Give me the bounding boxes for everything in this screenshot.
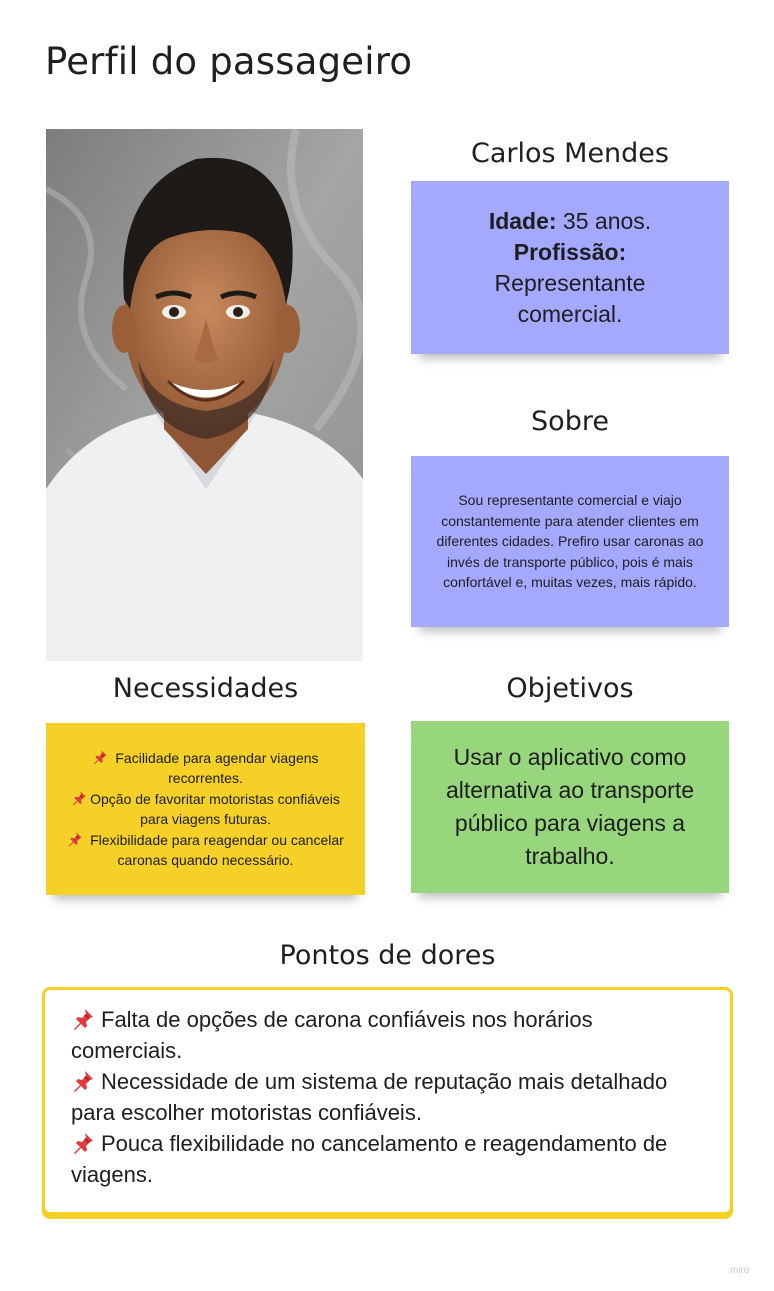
pain-point-item: Falta de opções de carona confiáveis nos horários comerciais.	[71, 1007, 593, 1063]
pushpin-icon	[71, 790, 87, 806]
page-title: Perfil do passageiro	[45, 40, 413, 83]
needs-note[interactable]	[46, 723, 365, 895]
pushpin-icon	[71, 1007, 95, 1031]
pain-points-card[interactable]	[42, 987, 733, 1215]
pain-point-item: Pouca flexibilidade no cancelamento e reagendamento de viagens.	[71, 1131, 668, 1187]
miro-logo: miro	[730, 1265, 750, 1276]
persona-name: Carlos Mendes	[470, 138, 669, 169]
profession-value-line1: Representante	[494, 269, 646, 296]
age-value: 35 anos.	[556, 207, 652, 234]
pushpin-icon	[92, 749, 108, 765]
profession-value-line2: comercial.	[517, 300, 623, 327]
age-label: Idade:	[488, 207, 557, 234]
pushpin-icon	[71, 1069, 95, 1093]
goals-heading: Objetivos	[506, 673, 634, 704]
pain-point-item: Necessidade de um sistema de reputação mais detalhado para escolher motoristas confiáveis.	[71, 1069, 668, 1125]
needs-item: Facilidade para agendar viagens recorrentes.	[64, 748, 347, 789]
needs-item: Opção de favoritar motoristas confiáveis para viagens futuras.	[64, 789, 347, 830]
about-note[interactable]	[411, 456, 729, 627]
identity-note[interactable]	[411, 181, 729, 354]
about-text: Sou representante comercial e viajo constantemente para atender clientes em diferentes cidades. Prefiro usar caronas ao invés de transporte público, pois é mais confortável e, muitas vezes, mais rápido.	[436, 492, 704, 591]
pain-points-heading: Pontos de dores	[279, 940, 496, 971]
profession-label: Profissão:	[513, 238, 627, 265]
needs-heading: Necessidades	[112, 673, 299, 704]
persona-photo	[46, 129, 363, 661]
goals-note[interactable]	[411, 721, 729, 893]
pushpin-icon	[67, 831, 83, 847]
about-heading: Sobre	[531, 406, 609, 437]
goals-text: Usar o aplicativo como alternativa ao transporte público para viagens a trabalho.	[445, 744, 695, 869]
needs-item: Flexibilidade para reagendar ou cancelar caronas quando necessário.	[64, 830, 347, 871]
pushpin-icon	[71, 1131, 95, 1155]
